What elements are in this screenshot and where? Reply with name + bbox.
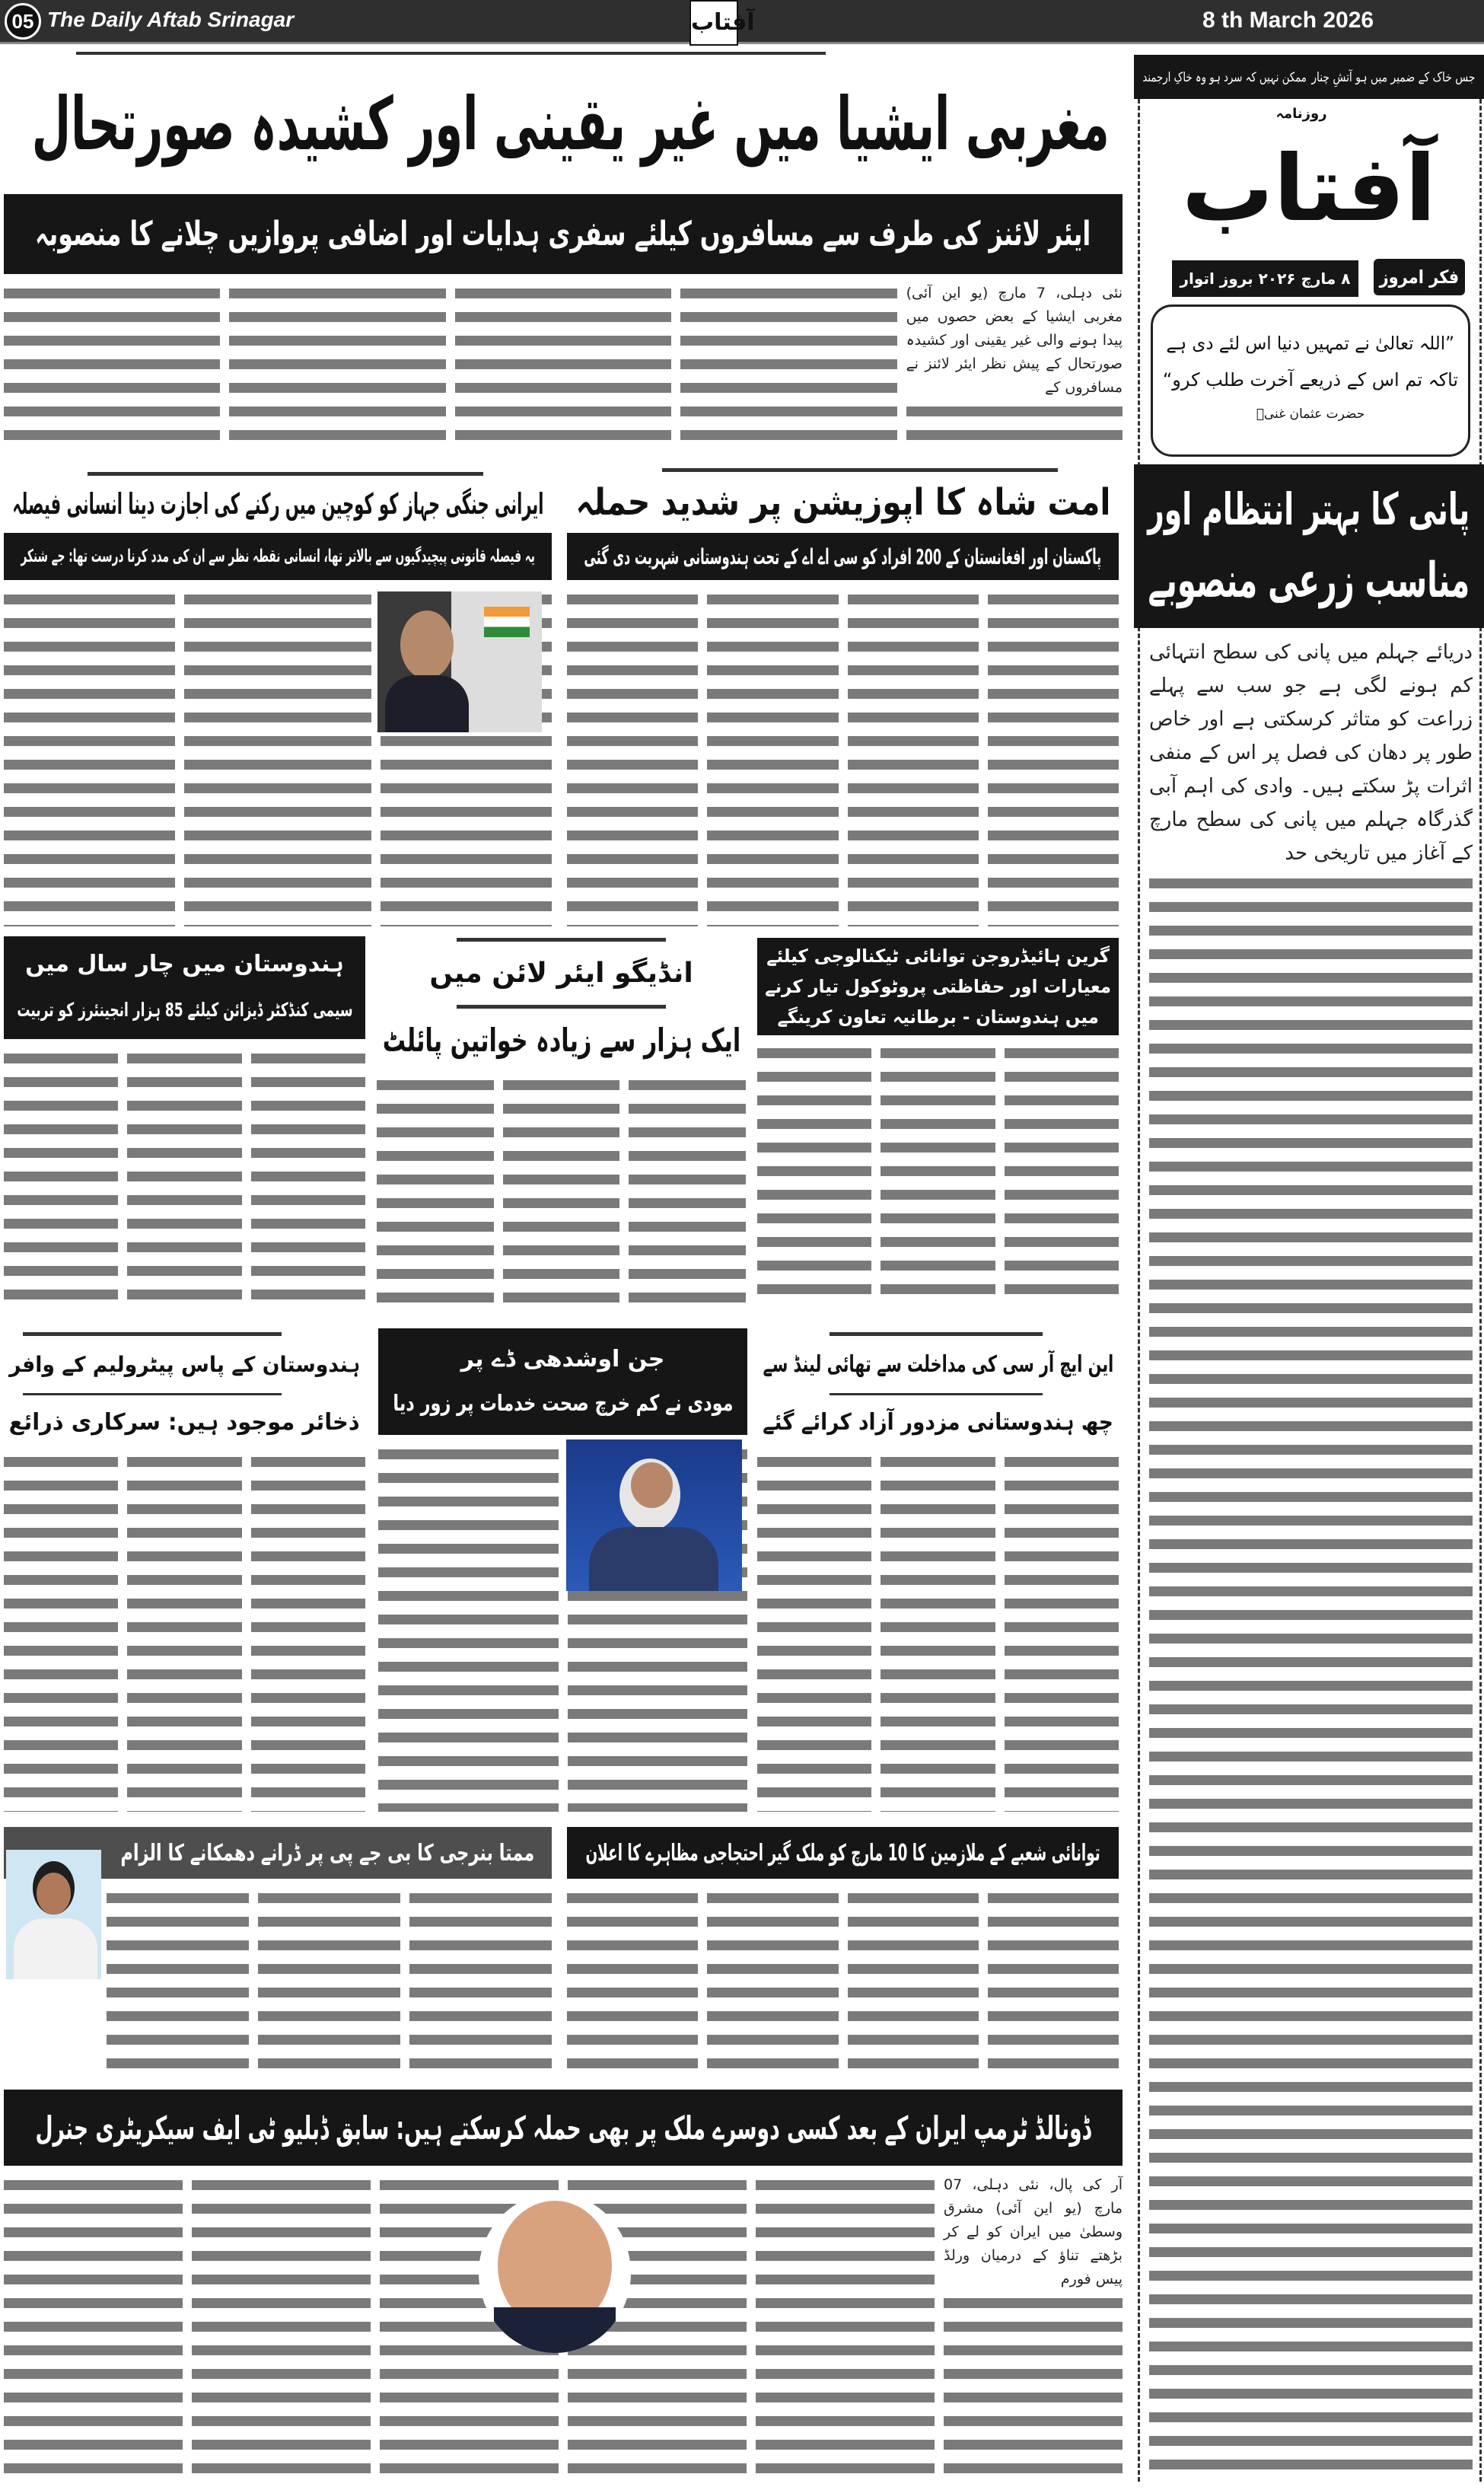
text-column (229, 282, 445, 453)
urdu-date-box (1172, 260, 1358, 297)
couplet-line: جس خاک کے ضمیر میں ہو آتشِ چنار (1311, 69, 1476, 85)
urdu-date: ۸ مارچ ۲۰۲۶ بروز اتوار (1180, 269, 1351, 288)
indigo-headline-2: ایک ہزار سے زیادہ خواتین پائلٹ (382, 1021, 740, 1059)
iran-ship-subhead: یہ فیصلہ قانونی پیچیدگیوں سے بالاتر تھا، انسانی نقطہ نظر سے ان کی مدد کرنا درست تھا: جے شنکر (21, 547, 535, 566)
mamata-body (107, 1886, 552, 2077)
quote-box (1151, 304, 1470, 457)
indigo-headline-1: انڈیگو ایئر لائن میں (429, 957, 693, 989)
text-column (567, 588, 698, 926)
column-badge: فکر امروز (1379, 266, 1460, 288)
text-column (455, 282, 671, 453)
rule (830, 1332, 1043, 1336)
editorial-lead: دریائے جہلم میں پانی کی سطح انتہائی کم ہونے لگی ہے جو سب سے پہلے زراعت کو متاثر کرسکتی ہے اور خاص طور پر دھان کی فصل پر اس کے منفی اثرات پڑ سکتے ہیں۔ وادی کی اہم آبی گذرگاہ جہلم میں پانی کی سطح مارچ کے آغاز میں تاریخی حد (1149, 636, 1473, 870)
text-column (127, 1047, 241, 1308)
nhrc-body (757, 1450, 1119, 1812)
text-column (192, 2173, 371, 2482)
issue-date: 8 th March 2026 (1202, 8, 1374, 33)
text-column (378, 1443, 559, 1812)
airlines-headline-band (4, 194, 1123, 274)
couplet-banner (1134, 55, 1484, 99)
petroleum-headline-1: ہندوستان کے پاس پیٹرولیم کے وافر (8, 1351, 361, 1377)
text-column (127, 1450, 241, 1812)
hydrogen-headline: گرین ہائیڈروجن توانائی ٹیکنالوجی کیلئے معیارات اور حفاظتی پروٹوکول تیار کرنے میں ہندوستان - برطانیہ تعاون کرینگے (765, 945, 1111, 1028)
rule (830, 1393, 1043, 1395)
text-column (1005, 1450, 1119, 1812)
text-column (503, 1073, 620, 1308)
editorial-headline-line: پانی کا بہتر انتظام اور (1148, 483, 1470, 535)
hydrogen-body (757, 1041, 1119, 1308)
mamata-photo (6, 1850, 101, 1979)
mamata-headline: ممتا بنرجی کا بی جے پی پر ڈرانے دھمکانے کا الزام (120, 1839, 535, 1867)
couplet-line: ممکن نہیں کہ سرد ہو وہ خاکِ ارجمند (1142, 69, 1307, 85)
amit-shah-subhead-band (567, 533, 1119, 580)
modi-photo (566, 1439, 742, 1591)
petroleum-body (4, 1450, 365, 1812)
rule (662, 468, 1058, 472)
iran-ship-headline: ایرانی جنگی جہاز کو کوچین میں رکنے کی اجازت دینا انسانی فیصلہ (11, 487, 544, 521)
text-column (184, 588, 372, 926)
text-column (881, 1041, 995, 1308)
editorial-body (1149, 636, 1473, 2482)
hydrogen-headline-band (757, 938, 1119, 1035)
text-column (4, 1047, 118, 1308)
airlines-lead: نئی دہلی، 7 مارچ (یو این آئی) مغربی ایشیا کے بعض حصوں میں پیدا ہونے والی غیر یقینی اور کشیدہ صورتحال کے پیش نظر ایئر لائنز نے مسافروں کے (906, 282, 1123, 400)
text-column (409, 1886, 552, 2077)
amit-shah-subhead: پاکستان اور افغانستان کے 200 افراد کو سی اے اے کے تحت ہندوستانی شہریت دی گئی (584, 544, 1102, 569)
text-column (107, 1886, 249, 2077)
editorial-headline (1134, 464, 1484, 628)
column-divider (1138, 99, 1140, 2482)
text-column (757, 1041, 871, 1308)
text-column (906, 282, 1123, 453)
text-column (251, 1450, 365, 1812)
paper-name: The Daily Aftab Srinagar (47, 8, 295, 31)
text-column (4, 1450, 118, 1812)
quote-text: ”اللہ تعالیٰ نے تمہیں دنیا اس لئے دی ہے (1166, 333, 1455, 354)
rule (23, 1332, 282, 1336)
janaushadhi-headline-line: جن اوشدھی ڈے پر (460, 1345, 665, 1373)
rule (88, 472, 483, 476)
small-logo: آفتاب (689, 0, 738, 46)
text-column (848, 588, 979, 926)
janaushadhi-headline-line: مودی نے کم خرچ صحت خدمات پر زور دیا (392, 1390, 734, 1416)
text-column (707, 1886, 838, 2077)
airlines-headline: ایئر لائنز کی طرف سے مسافروں کیلئے سفری ہدایات اور اضافی پروازیں چلانے کا منصوبہ (35, 215, 1091, 253)
trump-lead: آر کی پال، نئی دہلی، 07 مارچ (یو این آئی) مشرق وسطیٰ میں ایران کو لے کر بڑھتے تناؤ کے درمیان ورلڈ پیس فورم (944, 2173, 1123, 2291)
text-column (680, 282, 896, 453)
text-column (848, 1886, 979, 2077)
text-column (881, 1450, 995, 1812)
rule (23, 1393, 282, 1395)
semiconductor-headline-line: ہندوستان میں چار سال میں (25, 950, 344, 977)
editorial-headline-line: مناسب زرعی منصوبے (1148, 552, 1470, 609)
indigo-body (377, 1073, 746, 1308)
janaushadhi-headline (378, 1328, 747, 1435)
trump-photo (479, 2193, 631, 2353)
text-column (258, 1886, 400, 2077)
text-column (4, 2173, 183, 2482)
text-column (757, 1450, 871, 1812)
text-column (756, 2173, 935, 2482)
main-headline: مغربی ایشیا میں غیر یقینی اور کشیدہ صورتحال (32, 81, 1110, 167)
rule (457, 938, 666, 942)
text-column (567, 1886, 698, 2077)
petroleum-headline-2: ذخائر موجود ہیں: سرکاری ذرائع (8, 1408, 361, 1436)
text-column (4, 282, 220, 453)
column-divider (1479, 99, 1482, 2482)
jaishankar-photo (377, 591, 542, 732)
text-column (377, 1073, 494, 1308)
amit-shah-headline: امت شاہ کا اپوزیشن پر شدید حملہ (575, 481, 1111, 524)
energy-protest-body (567, 1886, 1119, 2077)
semiconductor-body (4, 1047, 365, 1308)
amit-shah-body (567, 588, 1119, 926)
energy-protest-band (567, 1827, 1119, 1879)
semiconductor-headline-line: سیمی کنڈکٹر ڈیزائن کیلئے 85 ہزار انجینئرز کو تربیت (16, 998, 353, 1021)
rule (76, 52, 826, 55)
energy-protest-headline: توانائی شعبے کے ملازمین کا 10 مارچ کو ملک گیر احتجاجی مظاہرے کا اعلان (585, 1839, 1100, 1867)
trump-headline-band (4, 2090, 1123, 2166)
text-column (1149, 636, 1473, 2482)
text-column (629, 1073, 746, 1308)
tagline: روزنامہ (1275, 105, 1327, 122)
masthead-logo: آفتاب (1181, 135, 1437, 242)
semiconductor-headline (4, 936, 365, 1039)
text-column (707, 588, 838, 926)
text-column (251, 1047, 365, 1308)
rule (457, 1005, 666, 1009)
column-badge-box (1374, 259, 1465, 295)
quote-author: حضرت عثمان غنیؓ (1256, 406, 1365, 422)
nhrc-headline-1: این ایچ آر سی کی مداخلت سے تھائی لینڈ سے (763, 1350, 1113, 1378)
quote-text: تاکہ تم اس کے ذریعے آخرت طلب کرو“ (1162, 369, 1459, 391)
text-column (1005, 1041, 1119, 1308)
nhrc-headline-2: چھ ہندوستانی مزدور آزاد کرائے گئے (763, 1408, 1113, 1436)
text-column (988, 588, 1119, 926)
text-column (988, 1886, 1119, 2077)
airlines-body (4, 282, 1123, 453)
page-number: 05 (5, 3, 41, 40)
text-column (4, 588, 175, 926)
iran-ship-subhead-band (4, 533, 552, 580)
trump-headline: ڈونالڈ ٹرمپ ایران کے بعد کسی دوسرے ملک پر بھی حملہ کرسکتے ہیں: سابق ڈبلیو ٹی ایف سیکریٹری جنرل (35, 2109, 1091, 2147)
text-column (944, 2173, 1123, 2482)
